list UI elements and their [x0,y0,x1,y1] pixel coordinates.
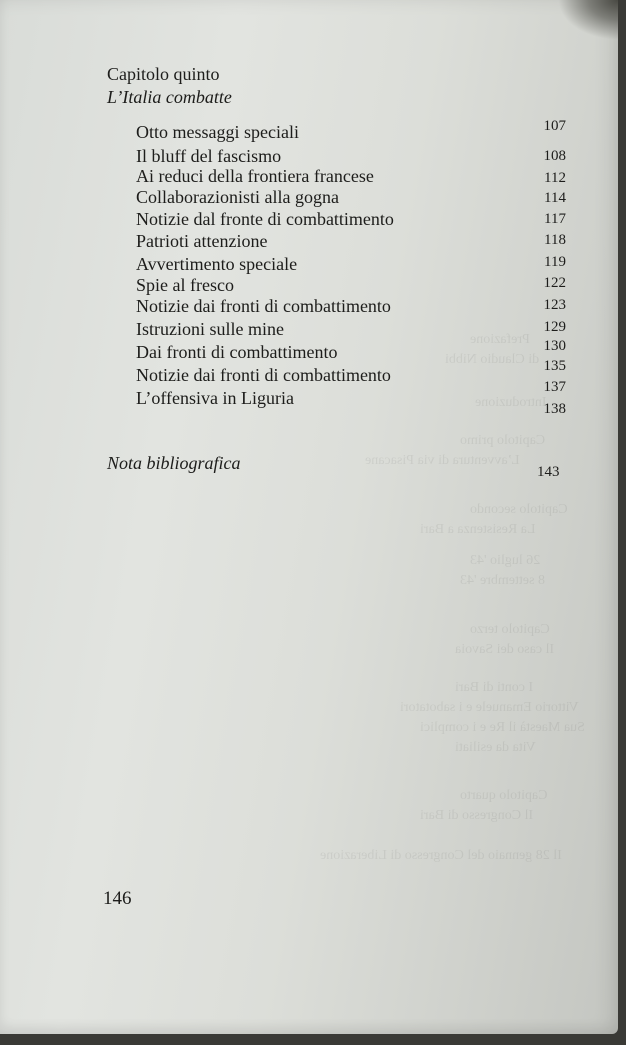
bleed-through-text: Sua Maestà il Re e i complici [420,720,585,735]
toc-entry-page: 138 [543,401,566,417]
bleed-through-text: Il Congresso di Bari [420,808,534,823]
toc-entry-page: 112 [544,170,566,186]
bibliography-title: Nota bibliografica [107,453,241,473]
bleed-through-text: Introduzione [475,395,547,410]
bleed-through-text: 8 settembre '43 [460,573,545,588]
bleed-through-text: Capitolo secondo [470,502,568,517]
toc-entry-page: 123 [543,297,566,313]
toc-entry [136,296,566,318]
toc-entry-title: Dai fronti di combattimento [136,342,338,362]
toc-entry [136,231,566,253]
toc-entry-page: 129 [543,319,566,335]
toc-entry-title: Spie al fresco [136,275,234,295]
toc-entry-page: 107 [543,118,566,134]
toc-entry-page: 114 [544,190,566,206]
chapter-subtitle: L’Italia combatte [107,87,232,107]
bleed-through-text: Vita da esiliati [455,740,536,755]
toc-entry [136,275,566,297]
toc-entry [136,118,566,140]
toc-entry [136,209,566,231]
chapter-title: Capitolo quinto [107,64,220,84]
bleed-through-text: Capitolo quarto [460,788,548,803]
toc-entry-title: Patrioti attenzione [136,231,268,251]
bleed-through-text: di Claudio Nibbi [445,352,540,367]
page-number: 146 [103,888,132,909]
table-of-contents [0,0,626,480]
toc-entry-title: L’offensiva in Liguria [136,388,294,408]
bleed-through-text: Prefazione [470,332,530,347]
toc-entry [136,146,566,168]
toc-entry [136,319,566,341]
bibliography-page: 143 [537,464,560,480]
toc-entry-page: 130 [543,338,566,354]
toc-entry [136,254,566,276]
bleed-through-text: La Resistenza a Bari [420,522,536,537]
toc-entry-page: 118 [544,232,566,248]
toc-entry-page: 137 [543,379,566,395]
toc-entry-title: Istruzioni sulle mine [136,319,284,339]
toc-entry-title: Il bluff del fascismo [136,146,282,166]
bleed-through-text: 26 luglio '43 [470,553,541,568]
toc-entry-page: 117 [544,211,566,227]
bleed-through-text: L’avventura di via Pisacane [365,453,520,468]
toc-entry-title: Ai reduci della frontiera francese [136,166,374,186]
toc-entry-title: Avvertimento speciale [136,254,298,274]
bleed-through-text: Il caso dei Savoia [455,642,555,657]
toc-entry-title: Collaborazionisti alla gogna [136,187,339,207]
toc-entry-title: Notizie dal fronte di combattimento [136,209,394,229]
toc-entry-title: Otto messaggi speciali [136,122,299,142]
bleed-through-text: Capitolo primo [460,433,546,448]
toc-entry-page: 122 [543,275,566,291]
bleed-through-text: Capitolo terzo [470,622,550,637]
toc-entry [136,166,566,188]
toc-entry-page: 135 [543,358,566,374]
toc-entry-title: Notizie dai fronti di combattimento [136,365,391,385]
bleed-through-text: I conti di Bari [455,680,534,695]
toc-entry-title: Notizie dai fronti di combattimento [136,296,391,316]
toc-entry-page: 119 [544,254,566,270]
toc-entry-page: 108 [543,148,566,164]
toc-entry [136,187,566,209]
bleed-through-text: Il 28 gennaio del Congresso di Liberazione [320,848,562,863]
bleed-through-text: Vittorio Emanuele e i sabotatori [400,700,579,715]
toc-entry [136,401,566,423]
